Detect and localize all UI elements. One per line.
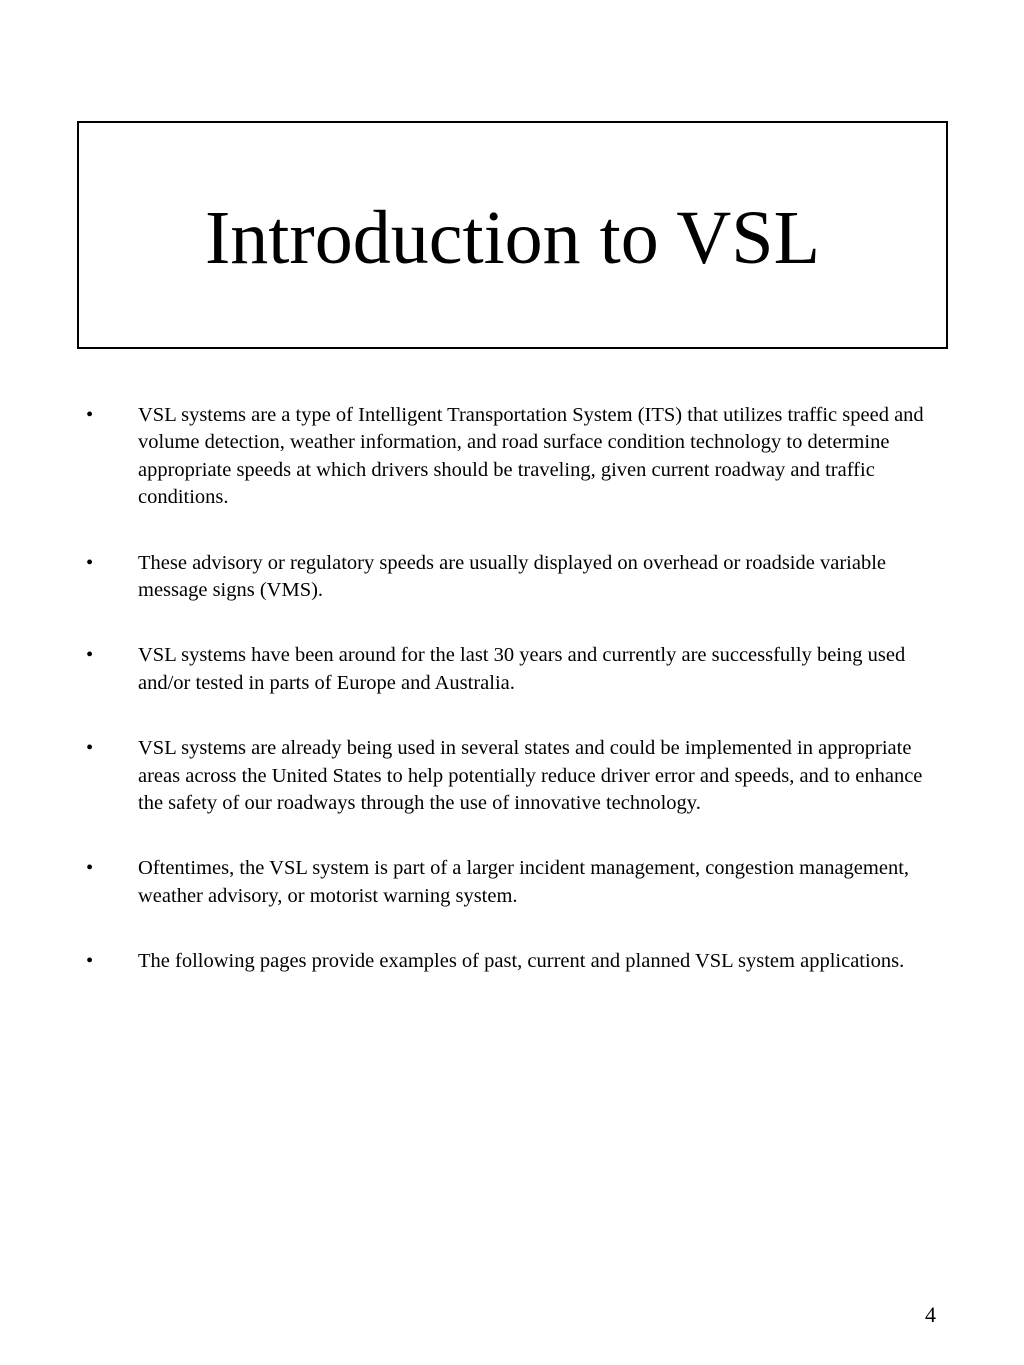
bullet-item bbox=[86, 550, 926, 605]
bullet-text: VSL systems are a type of Intelligent Transportation System (ITS) that utilizes traffic speed and volume detection, weather information, and road surface condition technology to determine appropriate speeds at which drivers should be traveling, given current roadway and traffic conditions. bbox=[138, 404, 924, 509]
bullet-icon: • bbox=[86, 737, 94, 760]
title-box bbox=[77, 121, 948, 349]
bullet-icon: • bbox=[86, 404, 94, 426]
bullet-item bbox=[86, 948, 926, 975]
bullet-icon: • bbox=[86, 644, 94, 667]
bullet-icon: • bbox=[86, 551, 94, 574]
bullet-item bbox=[86, 735, 926, 817]
bullet-icon: • bbox=[86, 857, 94, 880]
bullet-text: These advisory or regulatory speeds are usually displayed on overhead or roadside variable message signs (VMS). bbox=[138, 551, 886, 602]
bullet-text: Oftentimes, the VSL system is part of a larger incident management, congestion management, weather advisory, or motorist warning system. bbox=[138, 857, 910, 907]
bullet-item bbox=[86, 855, 926, 910]
bullet-item bbox=[86, 402, 926, 512]
bullet-icon: • bbox=[86, 950, 94, 973]
bullet-text: VSL systems have been around for the last 30 years and currently are successfully being used and/or tested in parts of Europe and Australia. bbox=[138, 644, 906, 694]
bullet-text: VSL systems are already being used in several states and could be implemented in appropriate areas across the United States to help potentially reduce driver error and speeds, and to enhance the safety of our roadways through the use of innovative technology. bbox=[138, 737, 923, 815]
bullet-item bbox=[86, 642, 926, 697]
slide-title: Introduction to VSL bbox=[204, 196, 820, 280]
page-number: 4 bbox=[925, 1302, 936, 1327]
bullet-text: The following pages provide examples of past, current and planned VSL system applications. bbox=[138, 950, 905, 973]
bullet-list bbox=[86, 402, 926, 1014]
